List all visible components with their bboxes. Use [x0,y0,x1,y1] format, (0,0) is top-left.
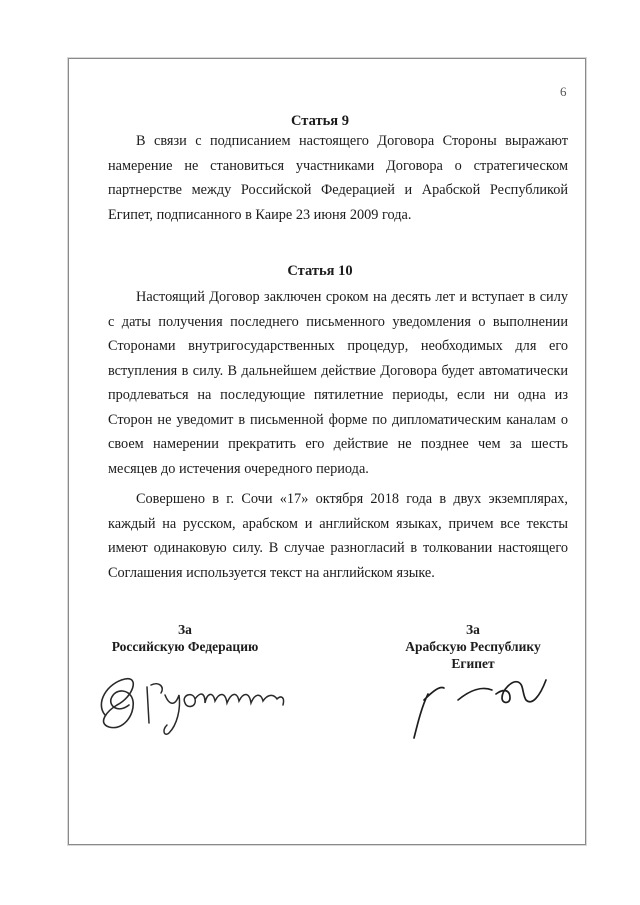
article-9-heading: Статья 9 [291,113,349,129]
article-9-text: В связи с подписанием настоящего Договора Стороны выражают намерение не становиться участниками Договора о стратегическом партнерстве между Российской Федерацией и Арабской Республикой Египет, подписанного в Каире 23 июня 2009 года. [108,133,568,223]
article-10-paragraph-2: Совершено в г. Сочи «17» октября 2018 года в двух экземплярах, каждый на русском, арабском и английском языках, причем все тексты имеют одинаковую силу. В случае разногласий в толковании настоящего Соглашения используется текст на английском языке. [108,491,568,581]
signature-left-party: Российскую Федерацию [111,639,259,654]
article-10-heading: Статья 10 [287,263,353,279]
signature-right-party-line2: Египет [451,656,495,671]
signature-left-handwritten [85,665,300,740]
article-10-body [108,285,568,585]
article-10-paragraph-1: Настоящий Договор заключен сроком на десять лет и вступает в силу с даты получения последнего письменного уведомления о выполнении Сторонами внутригосударственных процедур, необходимых для его вступления в силу. В дальнейшем действие Договора будет автоматически продлеваться на последующие пятилетние периоды, если ни одна из Сторон не уведомит в письменной форме по дипломатическим каналам о своем намерении прекратить его действие не позднее чем за шесть месяцев до истечения очередного периода. [108,289,568,477]
signature-right-for: За [466,622,480,637]
signature-right-party-line1: Арабскую Республику [405,639,541,654]
page-number: 6 [560,84,567,99]
signature-right-handwritten [400,660,565,745]
signature-block-left [95,621,275,655]
article-9-body [108,129,568,227]
signature-left-for: За [178,622,192,637]
